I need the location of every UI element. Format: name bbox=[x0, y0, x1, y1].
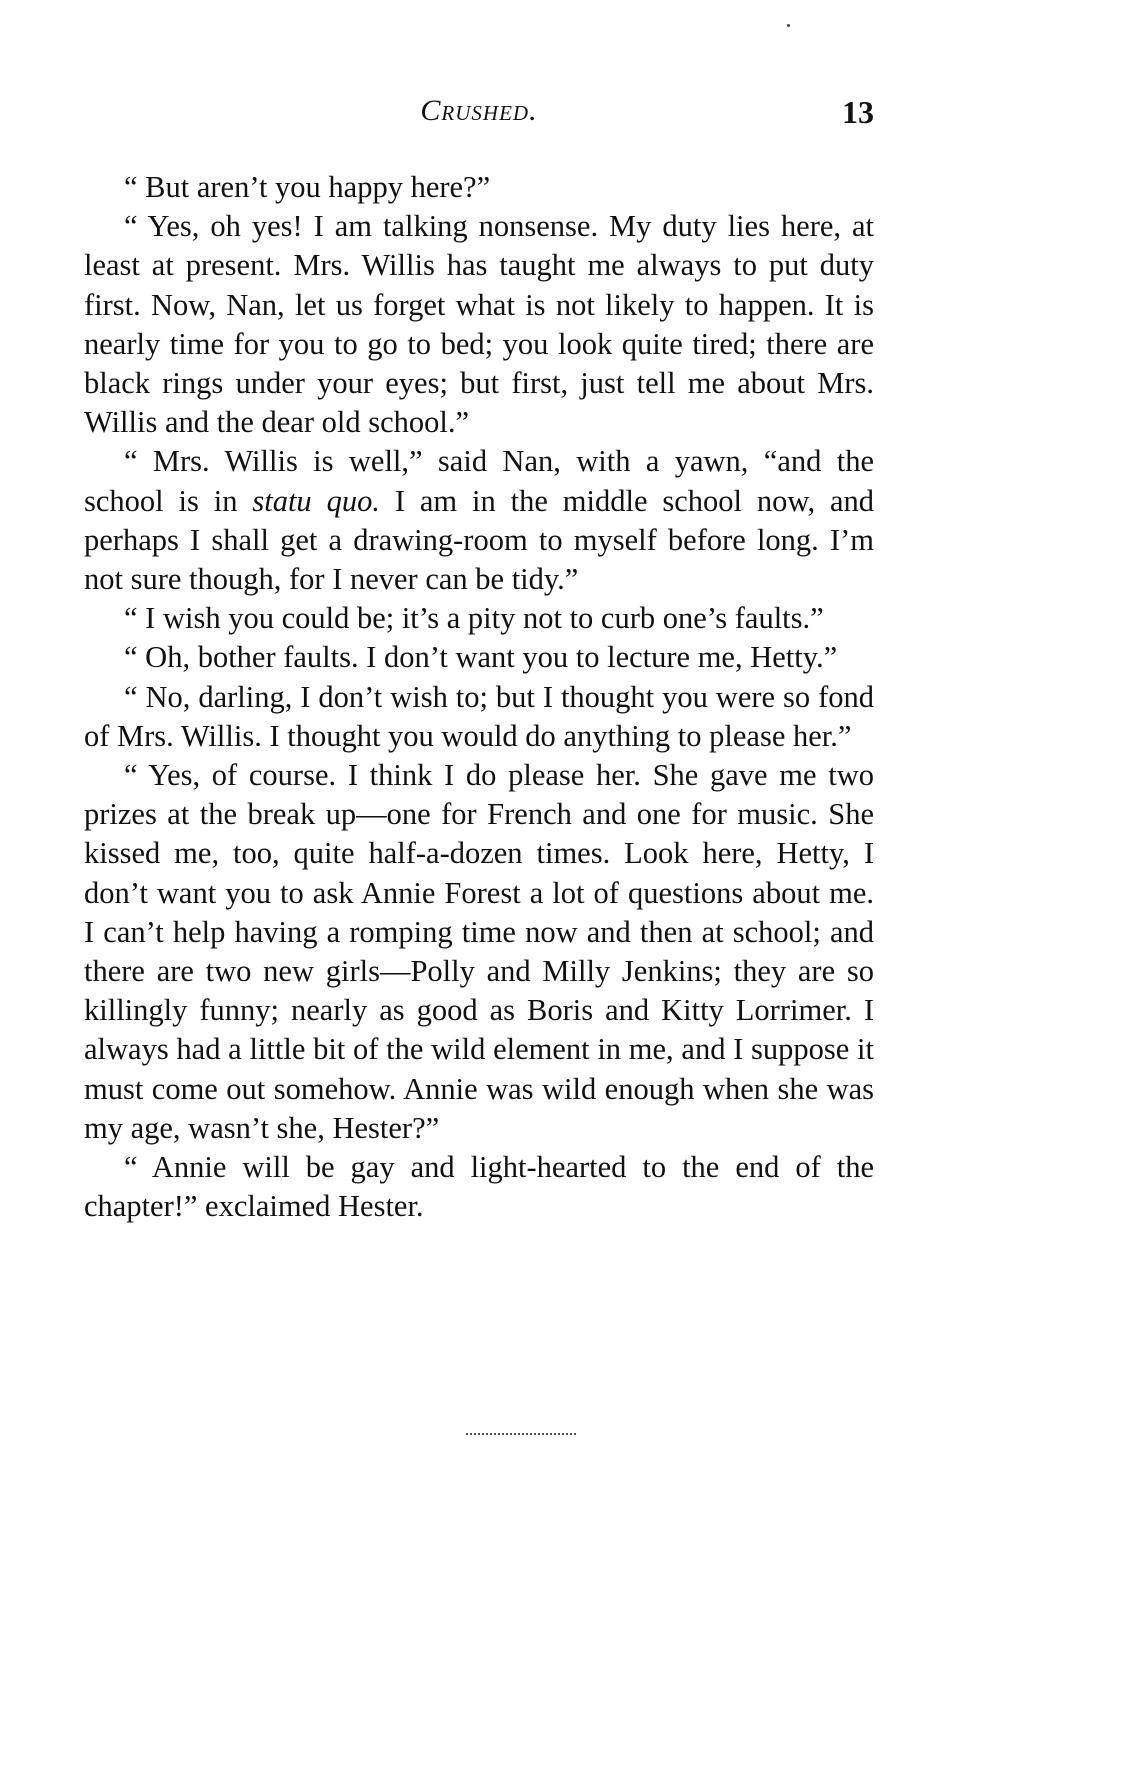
paragraph: “ Oh, bother faults. I don’t want you to lecture me, Hetty.” bbox=[124, 640, 838, 675]
paragraph: “ Annie will be gay and light-hearted to the end of the chapter!” exclaimed Hester. bbox=[84, 1150, 874, 1224]
ink-speck bbox=[787, 24, 790, 27]
page-number: 13 bbox=[842, 94, 874, 130]
page-header bbox=[84, 94, 874, 140]
body-text bbox=[84, 168, 874, 1226]
italic-phrase: statu quo. bbox=[252, 483, 380, 518]
paragraph: “ No, darling, I don’t wish to; but I thought you were so fond of Mrs. Willis. I thought you would do anything to please her.” bbox=[84, 679, 874, 753]
paragraph: “ I wish you could be; it’s a pity not to curb one’s faults.” bbox=[124, 601, 824, 636]
paragraph: “ Yes, oh yes! I am talking nonsense. My duty lies here, at least at present. Mrs. Willis has taught me always to put duty first. Now, Nan, let us forget what is not likely to happen. It is nearly time for you to go to bed; you look quite tired; there are black rings under your eyes; but first, just tell me about Mrs. Willis and the dear old school.” bbox=[84, 209, 874, 440]
paragraph: “ Mrs. Willis is well,” said Nan, with a yawn, “and the school is in statu quo. I am in the middle school now, and perhaps I shall get a drawing-room to myself before long. I’m not sure though, for I never can be tidy.” bbox=[84, 444, 874, 597]
running-title: Crushed. bbox=[420, 94, 538, 127]
end-rule bbox=[466, 1433, 576, 1435]
paragraph: “ But aren’t you happy here?” bbox=[124, 170, 491, 204]
paragraph: “ Yes, of course. I think I do please her. She gave me two prizes at the break up—one for French and one for music. She kissed me, too, quite half-a-dozen times. Look here, Hetty, I don’t want you to ask Annie Forest a lot of questions about me. I can’t help having a romping time now and then at school; and there are two new girls—Polly and Milly Jenkins; they are so killingly funny; nearly as good as Boris and Kitty Lorrimer. I always had a little bit of the wild element in me, and I suppose it must come out somehow. Annie was wild enough when she was my age, wasn’t she, Hester?” bbox=[84, 758, 874, 1145]
